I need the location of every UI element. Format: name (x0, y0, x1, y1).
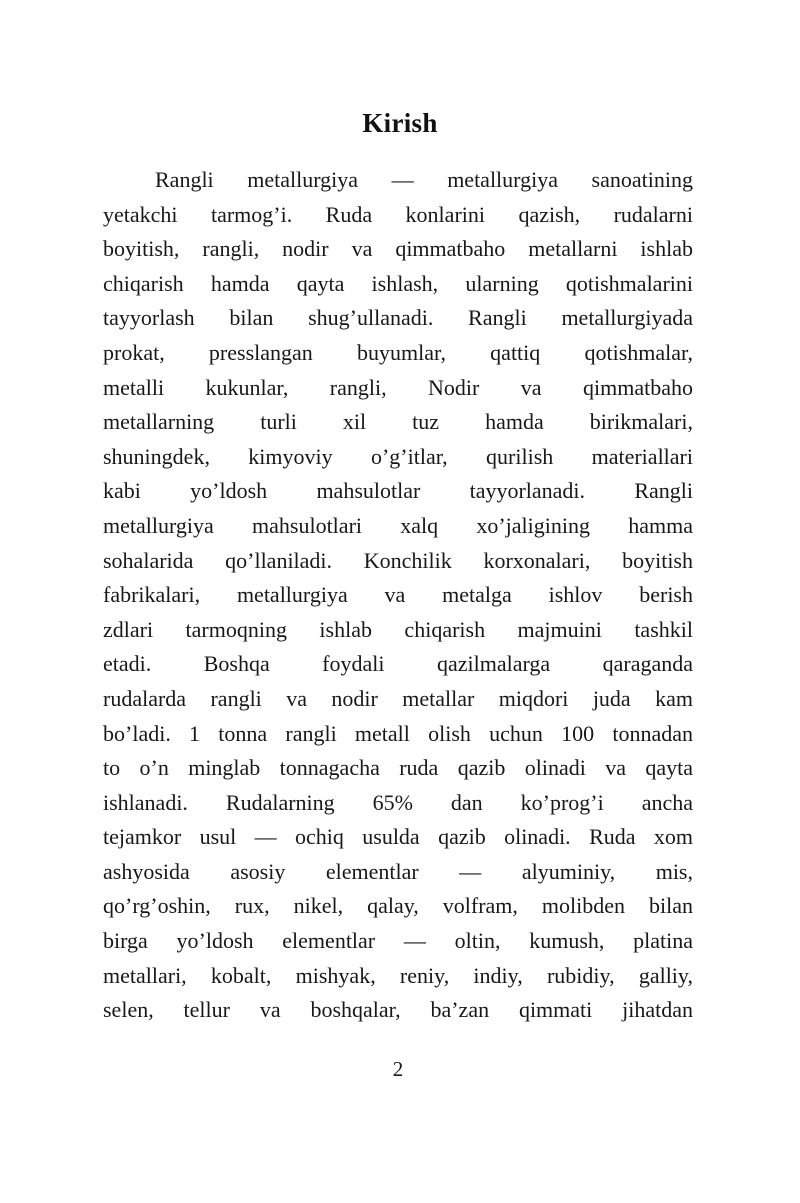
paragraph-line: metallurgiya mahsulotlari xalq xo’jaligining hamma (103, 512, 693, 538)
paragraph-line: tejamkor usul — ochiq usulda qazib olinadi. Ruda xom (103, 824, 693, 850)
page-title: Kirish (362, 108, 438, 138)
paragraph-line: selen, tellur va boshqalar, ba’zan qimmati jihatdan (103, 997, 693, 1023)
paragraph-line: metallari, kobalt, mishyak, reniy, indiy, rubidiy, galliy, (103, 962, 693, 988)
body-paragraph (103, 163, 693, 1028)
paragraph-line: fabrikalari, metallurgiya va metalga ishlov berish (103, 582, 693, 608)
paragraph-line: prokat, presslangan buyumlar, qattiq qotishmalar, (103, 339, 693, 365)
paragraph-line: yetakchi tarmog’i. Ruda konlarini qazish, rudalarni (103, 201, 693, 227)
paragraph-line: to o’n minglab tonnagacha ruda qazib olinadi va qayta (103, 755, 693, 781)
paragraph-line: etadi. Boshqa foydali qazilmalarga qaraganda (103, 651, 693, 677)
paragraph-line: qo’rg’oshin, rux, nikel, qalay, volfram, molibden bilan (103, 893, 693, 919)
paragraph-line: boyitish, rangli, nodir va qimmatbaho metallarni ishlab (103, 236, 693, 262)
paragraph-line: metalli kukunlar, rangli, Nodir va qimmatbaho (103, 374, 693, 400)
paragraph-line: rudalarda rangli va nodir metallar miqdori juda kam (103, 685, 693, 711)
paragraph-line: ishlanadi. Rudalarning 65% dan ko’prog’i ancha (103, 789, 693, 815)
paragraph-line: tayyorlash bilan shug’ullanadi. Rangli metallurgiyada (103, 305, 693, 331)
paragraph-line: bo’ladi. 1 tonna rangli metall olish uchun 100 tonnadan (103, 720, 693, 746)
paragraph-line: birga yo’ldosh elementlar — oltin, kumush, platina (103, 928, 693, 954)
paragraph-line: sohalarida qo’llaniladi. Konchilik korxonalari, boyitish (103, 547, 693, 573)
paragraph-line: Rangli metallurgiya — metallurgiya sanoatining (155, 167, 693, 192)
paragraph-line: chiqarish hamda qayta ishlash, ularning qotishmalarini (103, 270, 693, 296)
paragraph-line: kabi yo’ldosh mahsulotlar tayyorlanadi. Rangli (103, 478, 693, 504)
paragraph-line: zdlari tarmoqning ishlab chiqarish majmuini tashkil (103, 616, 693, 642)
paragraph-line: ashyosida asosiy elementlar — alyuminiy, mis, (103, 858, 693, 884)
paragraph-line: shuningdek, kimyoviy o’g’itlar, qurilish materiallari (103, 443, 693, 469)
page-number: 2 (392, 1056, 404, 1081)
paragraph-line: metallarning turli xil tuz hamda birikmalari, (103, 409, 693, 435)
